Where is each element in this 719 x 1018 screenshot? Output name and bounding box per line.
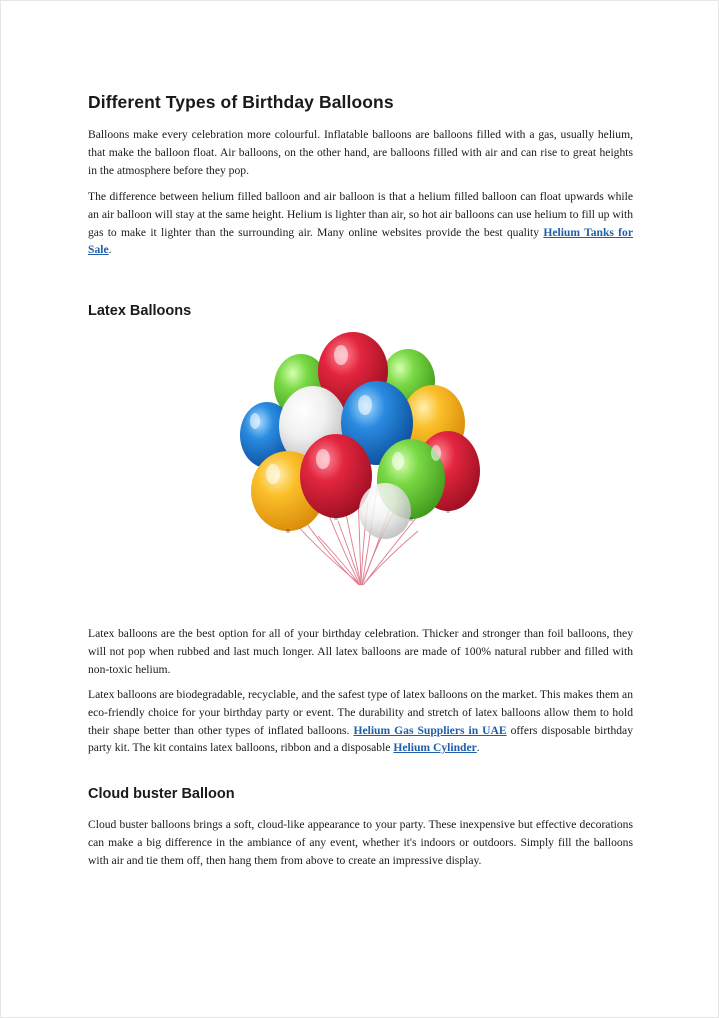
balloons-illustration (233, 331, 493, 589)
latex-p2-text: Latex balloons are biodegradable, recyclable, and the safest type of latex balloons on the market. This makes them an eco-friendly choice for your birthday party or event. The durability and stretch of latex balloons allow them to hold their shape better than other types of inflated balloons. (88, 688, 633, 737)
page-title: Different Types of Birthday Balloons (88, 92, 394, 112)
helium-gas-suppliers-link[interactable]: Helium Gas Suppliers in UAE (353, 723, 507, 737)
cloud-paragraph: Cloud buster balloons brings a soft, cloud-like appearance to your party. These inexpensive but effective decorations can make a big difference in the ambiance of any event, whether it's indoors or outdoors. Simply fill the balloons with air and tie them off, then hang them from above to create an impressive display. (88, 818, 633, 867)
white-balloon-small (359, 483, 411, 539)
cloud-buster-heading: Cloud buster Balloon (88, 786, 235, 802)
helium-cylinder-link[interactable]: Helium Cylinder (393, 741, 477, 755)
balloons-image (233, 331, 493, 589)
latex-paragraph-2 (88, 686, 633, 757)
intro-paragraph-2 (88, 188, 633, 259)
latex-heading: Latex Balloons (88, 303, 192, 319)
intro-paragraph-1: Balloons make every celebration more colourful. Inflatable balloons are balloons filled with a gas, usually helium, that make the balloon float. Air balloons, on the other hand, are balloons filled with air and can rise to great heights in the atmosphere before they pop. (88, 128, 633, 177)
latex-p2-end: . (476, 741, 480, 755)
latex-p2-middle: offers disposable birthday party kit. The kit contains latex balloons, ribbon and a disposable (88, 723, 633, 755)
intro-p2-text: The difference between helium filled balloon and air balloon is that a helium filled balloon can float upwards while an air balloon will stay at the same height. Helium is lighter than air, so hot air balloons can use helium to fill up with gas to make it lighter than the surrounding air. Many online websites provide the best quality (88, 190, 633, 239)
helium-tanks-link[interactable]: Helium Tanks for Sale (88, 225, 633, 257)
latex-paragraph-1: Latex balloons are the best option for all of your birthday celebration. Thicker and stronger than foil balloons, they will not pop when rubbed and last much longer. All latex balloons are made of 100% natural rubber and filled with non-toxic helium. (88, 627, 633, 676)
intro-p2-end: . (108, 243, 112, 257)
